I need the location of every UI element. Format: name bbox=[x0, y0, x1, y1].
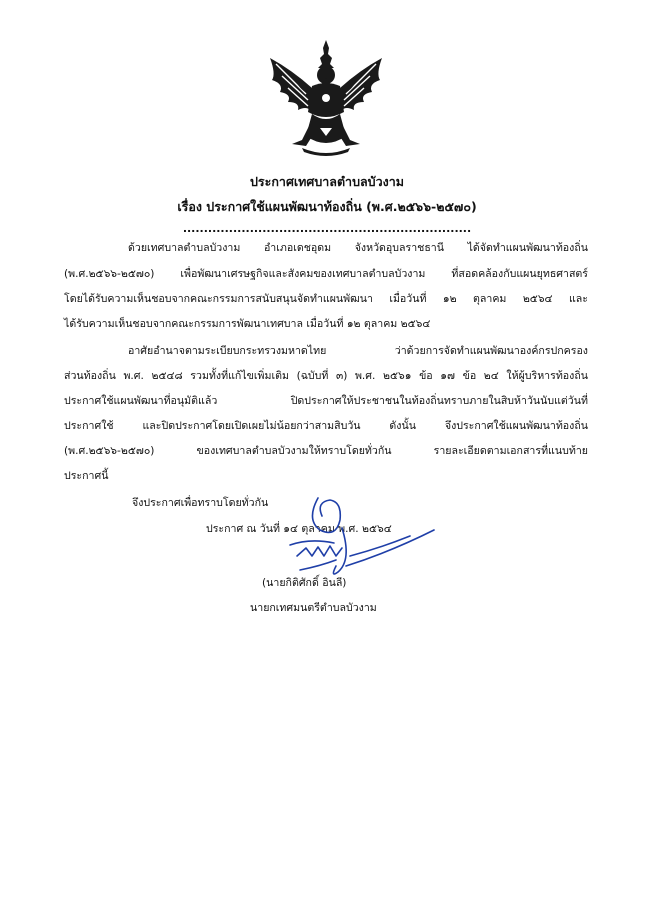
paragraph-2-line-5: (พ.ศ.๒๕๖๖-๒๕๗๐) ของเทศบาลตำบลบัวงามให้ทราบโดยทั่วกัน รายละเอียดตามเอกสารที่แนบท้าย bbox=[64, 445, 588, 457]
paragraph-2-line-4: ประกาศใช้ และปิดประกาศโดยเปิดเผยไม่น้อยกว่าสามสิบวัน ดังนั้น จึงประกาศใช้แผนพัฒนาท้องถิ่น bbox=[64, 420, 588, 432]
paragraph-2-line-6: ประกาศนี้ bbox=[64, 470, 109, 482]
title-separator: ..................................................................... bbox=[182, 222, 472, 235]
paragraph-1-line-1: ด้วยเทศบาลตำบลบัวงาม อำเภอเดชอุดม จังหวัดอุบลราชธานี ได้จัดทำแผนพัฒนาท้องถิ่น bbox=[128, 242, 588, 254]
document-title: ประกาศเทศบาลตำบลบัวงาม bbox=[250, 174, 404, 189]
signer-name: (นายกิติศักดิ์ อินลี) bbox=[262, 577, 347, 589]
garuda-emblem-icon bbox=[262, 40, 390, 156]
closing-statement: จึงประกาศเพื่อทราบโดยทั่วกัน bbox=[132, 497, 269, 509]
paragraph-1-line-3: โดยได้รับความเห็นชอบจากคณะกรรมการสนับสนุนจัดทำแผนพัฒนา เมื่อวันที่ ๑๒ ตุลาคม ๒๕๖๔ และ bbox=[64, 293, 588, 305]
paragraph-2-line-2: ส่วนท้องถิ่น พ.ศ. ๒๕๔๘ รวมทั้งที่แก้ไขเพิ่มเติม (ฉบับที่ ๓) พ.ศ. ๒๕๖๑ ข้อ ๑๗ ข้อ ๒๔ ให้ผู้บริหารท้องถิ่น bbox=[64, 370, 588, 382]
announcement-date: ประกาศ ณ วันที่ ๑๔ ตุลาคม พ.ศ. ๒๕๖๔ bbox=[206, 523, 392, 535]
signer-position: นายกเทศมนตรีตำบลบัวงาม bbox=[250, 602, 377, 614]
paragraph-1-line-2: (พ.ศ.๒๕๖๖-๒๕๗๐) เพื่อพัฒนาเศรษฐกิจและสังคมของเทศบาลตำบลบัวงาม ที่สอดคล้องกับแผนยุทธศาสตร์ bbox=[64, 268, 588, 280]
paragraph-1-line-4: ได้รับความเห็นชอบจากคณะกรรมการพัฒนาเทศบาล เมื่อวันที่ ๑๒ ตุลาคม ๒๕๖๔ bbox=[64, 318, 431, 330]
paragraph-2-line-1: อาศัยอำนาจตามระเบียบกระทรวงมหาดไทย ว่าด้วยการจัดทำแผนพัฒนาองค์กรปกครอง bbox=[128, 345, 588, 357]
paragraph-2-line-3: ประกาศใช้แผนพัฒนาที่อนุมัติแล้ว ปิดประกาศให้ประชาชนในท้องถิ่นทราบภายในสิบห้าวันนับแต่วันที่ bbox=[64, 395, 588, 407]
document-subject: เรื่อง ประกาศใช้แผนพัฒนาท้องถิ่น (พ.ศ.๒๕๖๖-๒๕๗๐) bbox=[177, 199, 477, 214]
